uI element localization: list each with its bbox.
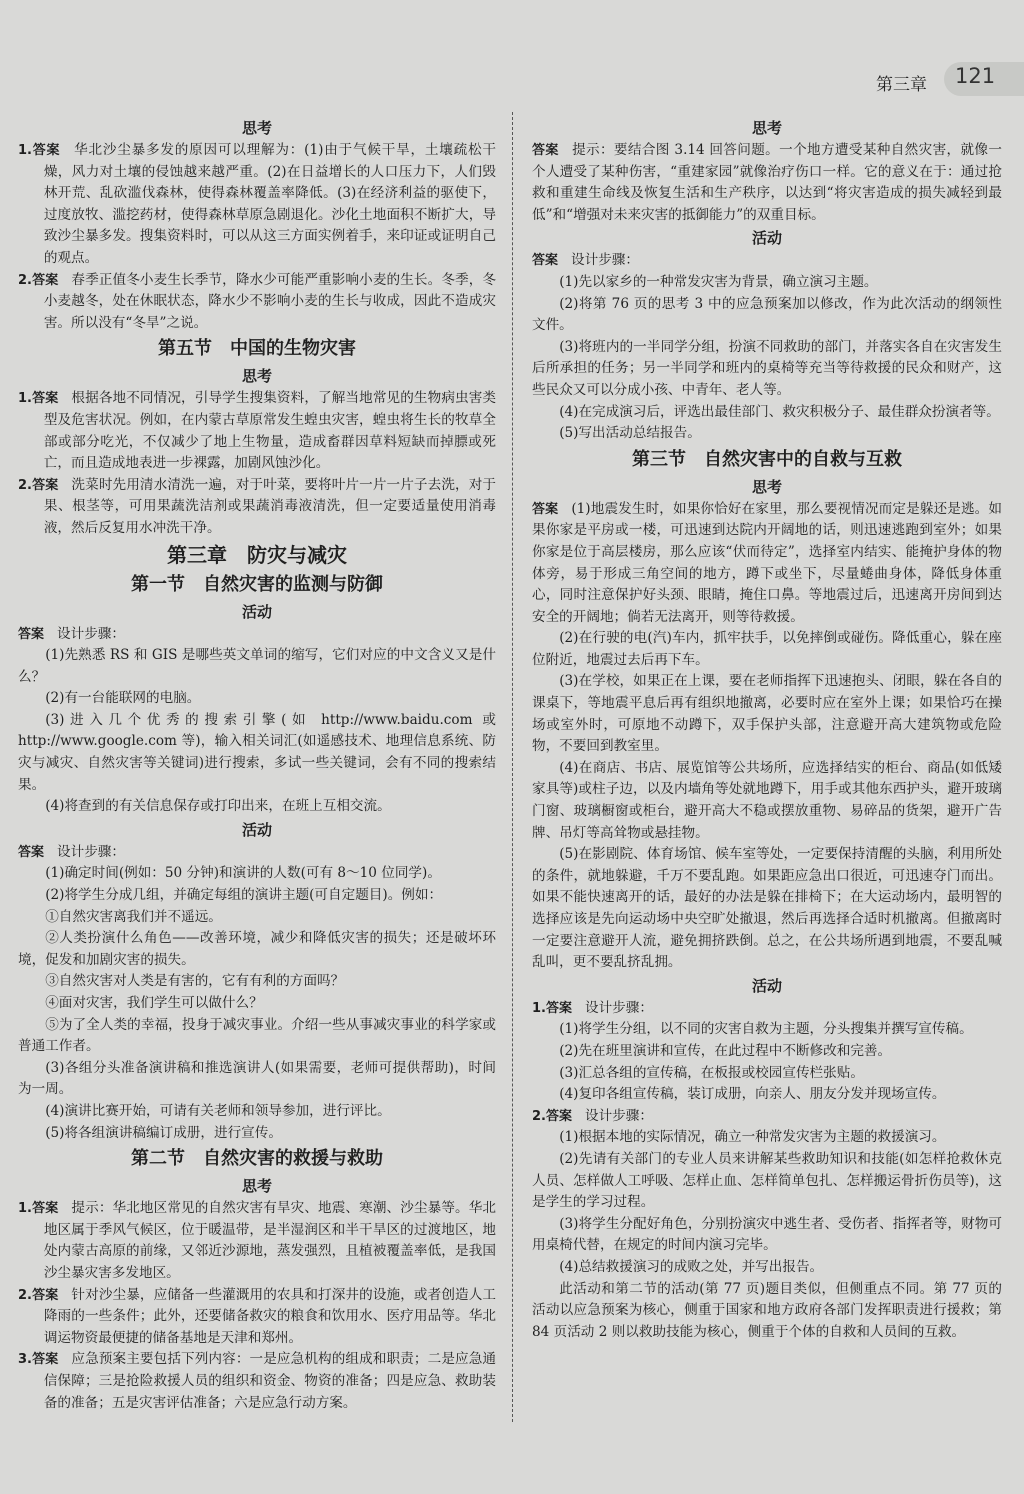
subsection-heading: 活动 <box>751 229 782 248</box>
answer-paragraph <box>532 998 1002 1020</box>
paragraph: (1)确定时间(例如：50 分钟)和演讲的人数(可有 8～10 位同学)。 <box>45 865 441 882</box>
column-divider <box>512 112 513 1422</box>
answer-text: 针对沙尘暴，应储备一些灌溉用的农具和打深井的设施，或者创造人工降雨的一些条件；此外，还要储备救灾的粮食和饮用水、医疗用品等。华北调运物资最便捷的储备基地是天津和郑州。 <box>43 1286 497 1346</box>
answer-paragraph <box>532 140 1002 226</box>
paragraph: (1)根据本地的实际情况，确立一种常发灾害为主题的救援演习。 <box>559 1129 946 1146</box>
answer-text: 应急预案主要包括下列内容：一是应急机构的组成和职责；二是应急通信保障；三是抢险救援人员的组织和资金、物资的准备；四是应急、救助装备的准备；五是灾害评估准备；六是应急行动方案。 <box>43 1351 497 1411</box>
answer-label: 2.答案 <box>18 477 72 493</box>
subsection-heading: 思考 <box>241 367 272 386</box>
paragraph: (3)进入几个优秀的搜索引擎(如 http://www.baidu.com 或 http://www.google.com 等)，输入相关词汇(如遥感技术、地理信息系统、防灾与减灾、自然灾害等关键词)进行搜索，多试一些关键词，会有不同的搜索结果。 <box>18 711 496 793</box>
paragraph: (4)将查到的有关信息保存或打印出来，在班上互相交流。 <box>45 798 391 815</box>
subsection-heading: 思考 <box>751 119 782 137</box>
paragraph: (3)在学校，如果正在上课，要在老师指挥下迅速抱头、闭眼，躲在各自的课桌下，等地震平息后再有组织地撤离，必要时应在室外上课；如果恰巧在操场或室外时，可原地不动蹲下，双手保护头部，注意避开高大建筑物或危险物，不要回到教室里。 <box>532 673 1002 755</box>
answer-label: 1.答案 <box>18 391 72 407</box>
section-heading: 第三节 自然灾害中的自救与互救 <box>632 448 902 470</box>
answer-label: 答案 <box>18 626 58 642</box>
answer-label: 答案 <box>18 844 58 860</box>
answer-label: 答案 <box>532 253 572 269</box>
paragraph: (2)有一台能联网的电脑。 <box>45 690 201 707</box>
answer-paragraph <box>18 624 496 646</box>
answer-text: 根据各地不同情况，引导学生搜集资料，了解当地常见的生物病虫害类型及危害状况。例如，在内蒙古草原常发生蝗虫灾害，蝗虫将生长的牧草全部或部分吃光，不仅减少了地上生物量，造成畜群因草料短缺而掉膘或死亡，而且造成地表进一步裸露，加剧风蚀沙化。 <box>43 390 497 472</box>
answer-text: 设计步骤： <box>584 1107 653 1124</box>
answer-label: 1.答案 <box>18 143 75 158</box>
section-heading: 第二节 自然灾害的救援与救助 <box>131 1148 383 1170</box>
paragraph: (5)在影剧院、体育场馆、候车室等处，一定要保持清醒的头脑，利用所处的条件，就地躲避，千万不要乱跑。如果距应急出口很近，可迅速夺门而出。如果不能快速离开的话，最好的办法是躲在排椅下；在大运动场内，最明智的选择应该是先向运动场中央空旷处撤退，然后再选择合适时机撤离。但撤离时一定要注意避开人流，避免拥挤跌倒。总之，在公共场所遇到地震，不要乱喊乱叫，更不要乱挤乱拥。 <box>532 846 1002 971</box>
subsection-heading: 活动 <box>241 820 272 839</box>
page-number: 121 <box>955 64 996 88</box>
answer-label: 3.答案 <box>18 1352 72 1368</box>
answer-text: 春季正值冬小麦生长季节，降水少可能严重影响小麦的生长。冬季，冬小麦越冬，处在休眠状态，降水少不影响小麦的生长与收成，因此不造成灾害。所以没有“冬旱”之说。 <box>43 271 497 331</box>
answer-text: 设计步骤： <box>57 843 125 860</box>
answer-label: 2.答案 <box>18 1287 72 1303</box>
paragraph: (2)将学生分成几组，并确定每组的演讲主题(可自定题目)。例如： <box>45 887 443 904</box>
paragraph: (5)写出活动总结报告。 <box>559 425 701 442</box>
answer-text: 设计步骤： <box>571 252 639 269</box>
paragraph: 此活动和第二节的活动(第 77 页)题目类似，但侧重点不同。第 77 页的活动以应急预案为核心，侧重于国家和地方政府各部门发挥职责进行援救；第 84 页活动 2 则以救助技能为核心，侧重于个体的自救和人员间的互救。 <box>532 1280 1002 1340</box>
chapter-heading: 第三章 防灾与减灾 <box>167 542 347 567</box>
answer-text: 设计步骤： <box>584 999 653 1016</box>
answer-paragraph <box>18 1285 496 1350</box>
answer-text: 提示：华北地区常见的自然灾害有旱灾、地震、寒潮、沙尘暴等。华北地区属于季风气候区，位于暖温带，是半湿润区和半干旱区的过渡地区，地处内蒙古高原的前缘，又邻近沙源地，蒸发强烈，且植被覆盖率低，是我国沙尘暴灾害多发地区。 <box>43 1200 497 1281</box>
subsection-heading: 思考 <box>241 1177 272 1196</box>
answer-text: 华北沙尘暴多发的原因可以理解为：(1)由于气候干旱，土壤疏松干燥，风力对土壤的侵蚀越来越严重。(2)在日益增长的人口压力下，人们毁林开荒、乱砍滥伐森林，使得森林覆盖率降低。(3)在经济利益的驱使下，过度放牧、滥挖药材，使得森林草原急剧退化。沙化土地面积不断扩大，导致沙尘暴多发。搜集资料时，可以从这三方面实例着手，来印证或证明自己的观点。 <box>43 142 496 266</box>
paragraph: (5)将各组演讲稿编订成册，进行宣传。 <box>45 1124 282 1141</box>
answer-paragraph <box>532 499 1002 629</box>
answer-label: 2.答案 <box>532 1108 585 1124</box>
answer-text: 设计步骤： <box>57 625 125 642</box>
paragraph: (2)先请有关部门的专业人员来讲解某些救助知识和技能(如怎样抢救休克人员、怎样做人工呼吸、怎样止血、怎样简单包扎、怎样搬运骨折伤员等)，这是学生的学习过程。 <box>532 1150 1002 1211</box>
paragraph: (4)总结救援演习的成败之处，并写出报告。 <box>559 1258 824 1275</box>
answer-text: (1)地震发生时，如果你恰好在家里，那么要视情况而定是躲还是逃。如果你家是平房或一楼，可迅速到达院内开阔地的话，则迅速逃跑到室外；如果你家是位于高层楼房，那么应该“伏而待定”，选择室内结实、能掩护身体的物体旁，易于形成三角空间的地方，蹲下或坐下，尽量蜷曲身体，降低身体重心，同时注意保护好头颈、眼睛，掩住口鼻。等地震过后，迅速离开房间到达安全的开阔地；倘若无法离开，则等待救援。 <box>532 500 1002 625</box>
paragraph: (2)在行驶的电(汽)车内，抓牢扶手，以免摔倒或碰伤。降低重心，躲在座位附近，地震过去后再下车。 <box>532 630 1002 668</box>
answer-paragraph <box>18 270 496 335</box>
answer-text: 提示：要结合图 3.14 回答问题。一个地方遭受某种自然灾害，就像一个人遭受了某种伤害，“重建家园”就像治疗伤口一样。它的意义在于：通过抢救和重建生命线及恢复生活和生产秩序，以达到“将灾害造成的损失减轻到最低”和“增强对未来灾害的抵御能力”的双重目标。 <box>532 142 1002 223</box>
subsection-heading: 活动 <box>241 602 272 621</box>
answer-paragraph <box>18 1349 496 1414</box>
answer-label: 答案 <box>532 143 573 158</box>
left-column <box>18 116 496 1414</box>
paragraph: ②人类扮演什么角色——改善环境，减少和降低灾害的损失；还是破坏环境，促发和加剧灾害的损失。 <box>18 930 496 968</box>
paragraph: (2)先在班里演讲和宣传，在此过程中不断修改和完善。 <box>559 1042 892 1059</box>
paragraph: (4)复印各组宣传稿，装订成册，向亲人、朋友分发并现场宣传。 <box>559 1086 946 1103</box>
paragraph: ③自然灾害对人类是有害的，它有有利的方面吗？ <box>45 973 345 990</box>
answer-label: 1.答案 <box>532 1000 585 1016</box>
answer-paragraph <box>18 140 496 270</box>
paragraph: (1)先以家乡的一种常发灾害为背景，确立演习主题。 <box>559 273 878 290</box>
answer-paragraph <box>18 388 496 474</box>
right-column <box>532 116 1002 1343</box>
section-heading: 第五节 中国的生物灾害 <box>158 338 356 360</box>
paragraph: (4)在完成演习后，评选出最佳部门、救灾积极分子、最佳群众扮演者等。 <box>559 403 1000 420</box>
answer-paragraph <box>18 475 496 540</box>
paragraph: (3)将学生分配好角色，分别扮演灾中逃生者、受伤者、指挥者等，财物可用桌椅代替，在规定的时间内演习完毕。 <box>532 1215 1002 1254</box>
section-heading: 第一节 自然灾害的监测与防御 <box>131 573 383 595</box>
answer-paragraph <box>18 1198 496 1284</box>
paragraph: ①自然灾害离我们并不遥远。 <box>45 908 222 925</box>
answer-label: 2.答案 <box>18 272 72 288</box>
answer-paragraph <box>18 842 496 864</box>
paragraph: (3)各组分头准备演讲稿和推选演讲人(如果需要，老师可提供帮助)，时间为一周。 <box>18 1059 496 1098</box>
subsection-heading: 思考 <box>751 477 782 496</box>
paragraph: (4)在商店、书店、展览馆等公共场所，应选择结实的柜台、商品(如低矮家具等)或柱子边，以及内墙角等处就地蹲下，用手或其他东西护头，避开玻璃门窗、玻璃橱窗或柜台，避开高大不稳或摆放重物、易碎品的货架，避开广告牌、吊灯等高耸物或悬挂物。 <box>532 759 1002 841</box>
paragraph: ④面对灾害，我们学生可以做什么？ <box>45 995 263 1011</box>
paragraph: (3)汇总各组的宣传稿，在板报或校园宣传栏张贴。 <box>559 1064 864 1081</box>
paragraph: (1)先熟悉 RS 和 GIS 是哪些英文单词的缩写，它们对应的中文含义又是什么？ <box>18 647 496 685</box>
answer-label: 答案 <box>532 501 572 517</box>
paragraph: (4)演讲比赛开始，可请有关老师和领导参加，进行评比。 <box>45 1102 391 1119</box>
paragraph: (2)将第 76 页的思考 3 中的应急预案加以修改，作为此次活动的纲领性文件。 <box>532 295 1002 334</box>
answer-paragraph <box>532 1106 1002 1128</box>
answer-paragraph <box>532 250 1002 272</box>
subsection-heading: 活动 <box>751 976 782 995</box>
paragraph: (3)将班内的一半同学分组，扮演不同救助的部门，并落实各自在灾害发生后所承担的任务；另一半同学和班内的桌椅等充当等待救援的民众和财产，这些民众又可以分成小孩、中青年、老人等。 <box>532 338 1002 398</box>
paragraph: ⑤为了全人类的幸福，投身于减灾事业。介绍一些从事减灾事业的科学家或普通工作者。 <box>18 1016 496 1055</box>
paragraph: (1)将学生分组，以不同的灾害自救为主题，分头搜集并撰写宣传稿。 <box>559 1021 973 1038</box>
chapter-header: 第三章 <box>876 75 927 95</box>
subsection-heading: 思考 <box>241 119 272 137</box>
answer-text: 洗菜时先用清水清洗一遍，对于叶菜，要将叶片一片一片子去洗，对于果、根茎等，可用果蔬洗洁剂或果蔬消毒液清洗，但一定要适量使用消毒液，然后反复用水冲洗干净。 <box>43 476 497 536</box>
answer-label: 1.答案 <box>18 1201 72 1217</box>
